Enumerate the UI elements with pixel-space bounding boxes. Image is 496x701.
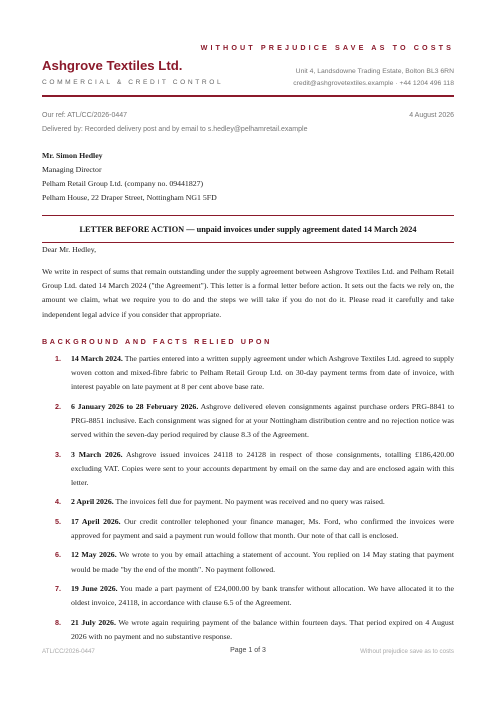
fact-date: 21 July 2026. <box>71 617 116 627</box>
fact-text: The parties entered into a written supply agreement under which Ashgrove Textiles Ltd. agreed to supply woven cotton and mixed-fibre fabric to Pelham Retail Group Ltd. on 30-day payment terms from date of invoice, with interest payable on late payment at 8 per cent above base rate. <box>71 354 454 392</box>
header-divider <box>42 95 454 97</box>
fact-number: 3. <box>55 449 61 459</box>
fact-text: You made a part payment of £24,000.00 by bank transfer without allocation. We have allocated it to the oldest invoice, 24118, in accordance with clause 6.5 of the Agreement. <box>71 583 454 608</box>
fact-text: We wrote to you by email attaching a statement of account. You replied on 14 May stating that payment would be made "by the end of the month". No payment followed. <box>71 550 454 574</box>
fact-item <box>42 495 454 509</box>
page-number: Page 1 of 3 <box>230 647 266 654</box>
recipient-company: Pelham Retail Group Ltd. (company no. 09441827) <box>42 179 204 188</box>
fact-text: The invoices fell due for payment. No payment was received and no query was raised. <box>113 497 385 507</box>
intro-paragraph: We write in respect of sums that remain outstanding under the supply agreement between Ashgrove Textiles Ltd. and Pelham Retail Group Ltd. dated 14 March 2024 ("the Agreement"). This letter is a formal letter before action. It sets out the facts we rely on, the amount we claim, what we require you to do and the steps we will take if you do not do it. Please read it carefully and take independent legal advice if you consider that appropriate. <box>42 267 454 319</box>
fact-number: 7. <box>55 583 61 593</box>
subject-rule-top <box>42 215 454 216</box>
without-prejudice-banner: WITHOUT PREJUDICE SAVE AS TO COSTS <box>200 43 454 52</box>
sender-contact: credit@ashgrovetextiles.example · +44 1204 496 118 <box>293 80 454 87</box>
sender-department: COMMERCIAL & CREDIT CONTROL <box>42 79 224 86</box>
fact-item <box>42 352 454 395</box>
our-reference: Our ref: ATL/CC/2026-0447 <box>42 112 128 119</box>
recipient-block <box>42 149 217 205</box>
fact-text: We wrote again requiring payment of the balance within fourteen days. That period expired on 4 August 2026 with no payment and no substantive response. <box>71 617 454 641</box>
fact-number: 2. <box>55 401 61 411</box>
footer-marking: Without prejudice save as to costs <box>360 648 454 655</box>
fact-text: Ashgrove delivered eleven consignments against purchase orders PRG-8841 to PRG-8851 inclusive. Each consignment was signed for at your Nottingham distribution centre and no rejection notice was served within the seven-day period required by clause 8.3 of the Agreement. <box>71 401 454 440</box>
salutation: Dear Mr. Hedley, <box>42 245 97 254</box>
letter-date: 4 August 2026 <box>409 112 454 119</box>
facts-list <box>42 352 454 649</box>
fact-date: 3 March 2026. <box>71 449 123 459</box>
fact-item <box>42 448 454 491</box>
recipient-name: Mr. Simon Hedley <box>42 151 103 160</box>
fact-date: 17 April 2026. <box>71 516 121 526</box>
fact-date: 19 June 2026. <box>71 583 118 593</box>
fact-text: Our credit controller telephoned your finance manager, Ms. Ford, who confirmed the invoices were approved for payment and said a payment run would follow that month. Our note of that call is enclosed. <box>71 516 454 540</box>
subject-line: LETTER BEFORE ACTION — unpaid invoices under supply agreement dated 14 March 2024 <box>79 225 417 234</box>
sender-company-name: Ashgrove Textiles Ltd. <box>42 58 183 73</box>
delivery-method: Delivered by: Recorded delivery post and by email to s.hedley@pelhamretail.example <box>42 126 308 133</box>
fact-number: 8. <box>55 617 61 627</box>
fact-date: 12 May 2026. <box>71 550 117 560</box>
fact-item <box>42 515 454 543</box>
footer-reference: ATL/CC/2026-0447 <box>42 648 95 655</box>
fact-text: Ashgrove issued invoices 24118 to 24128 in respect of those consignments, totalling £186,420.00 excluding VAT. Copies were sent to your accounts department by email on the same day and are enclosed again with this letter. <box>71 449 454 487</box>
fact-date: 14 March 2024. <box>71 354 123 363</box>
fact-number: 4. <box>55 497 61 507</box>
recipient-title: Managing Director <box>42 165 102 174</box>
fact-number: 6. <box>55 550 61 560</box>
subject-rule-bottom <box>42 242 454 243</box>
fact-item <box>42 582 454 610</box>
fact-number: 1. <box>55 354 61 363</box>
fact-item <box>42 400 454 443</box>
fact-date: 2 April 2026. <box>71 497 114 507</box>
fact-date: 6 January 2026 to 28 February 2026. <box>71 401 199 411</box>
recipient-address: Pelham House, 22 Draper Street, Nottingham NG1 5FD <box>42 193 217 202</box>
fact-item <box>42 548 454 576</box>
section-heading: BACKGROUND AND FACTS RELIED UPON <box>42 337 272 346</box>
fact-item <box>42 616 454 644</box>
sender-address: Unit 4, Landsdowne Trading Estate, Bolton BL3 6RN <box>295 68 454 75</box>
fact-number: 5. <box>55 516 61 526</box>
